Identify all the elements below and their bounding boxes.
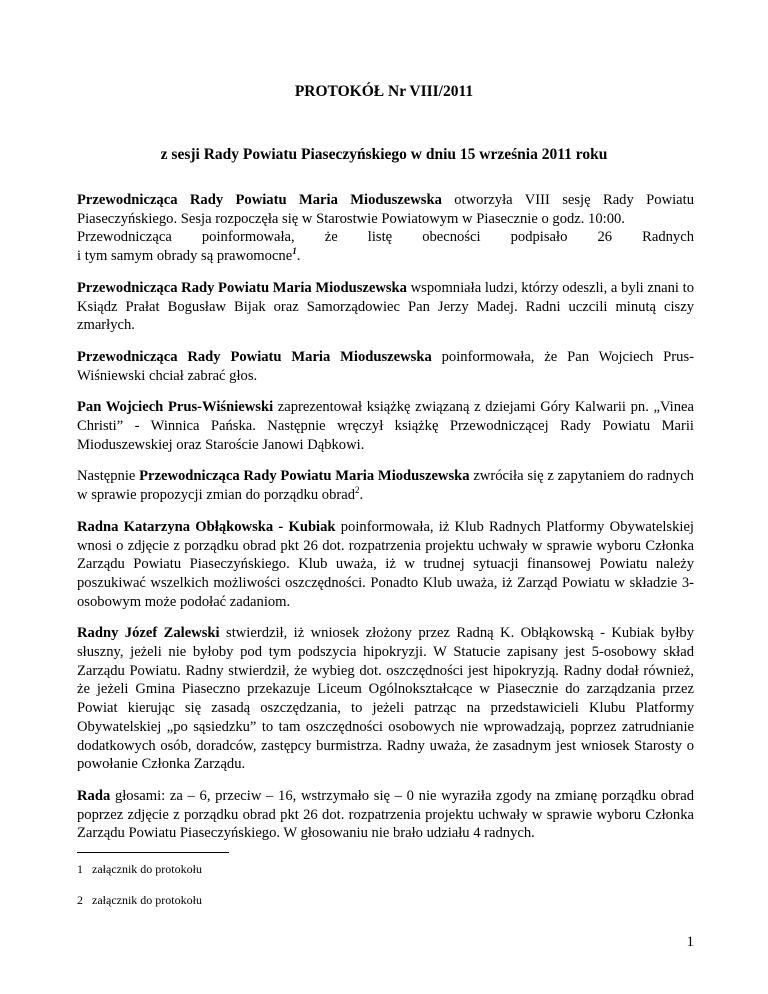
paragraph-text: zwróciła się z zapytaniem do radnych w sprawie propozycji zmian do porządku obrad [77, 468, 694, 504]
footnote-divider [77, 852, 229, 853]
paragraph-4 [77, 398, 694, 454]
paragraph-text: . [296, 248, 301, 265]
paragraph-text: Przewodnicząca poinformowała, że listę obecności podpisało 26 Radnych [77, 229, 694, 246]
speaker-name: Przewodnicząca Rady Powiatu Maria Mioduszewska [139, 468, 470, 485]
paragraph-2 [77, 279, 694, 335]
paragraph-3 [77, 348, 694, 385]
paragraph-text: wspomniała ludzi, którzy odeszli, a byli znani to Ksiądz Prałat Bogusław Bijak oraz Samorządowiec Pan Jerzy Madej. Radni uczcili minutą ciszy zmarłych. [77, 279, 694, 334]
paragraph-text: i tym samym obrady są prawomocne [77, 248, 293, 265]
paragraph-text: otworzyła VIII sesję Rady Powiatu Piaseczyńskiego. Sesja rozpoczęła się w Starostwie Powiatowym w Piasecznie o godz. 10:00. [77, 192, 694, 227]
paragraph-text: stwierdził, iż wniosek złożony przez Radną K. Obłąkowską - Kubiak byłby słuszny, jeżeli nie byłoby pod tym podszycia hipokryzji. W Statucie zapisany jest 5-osobowy skład Zarządu Powiatu. Radny stwierdził, że wybieg dot. oszczędności jest hipokryzją. Radny dodał również, że jeżeli Gmina Piaseczno przekazuje Liceum Ogólnokształcące w Piasecznie do zarządzania przez Powiat kierując się zasadą oszczędzania, to jeżeli patrząc na przedstawicieli Klubu Platformy Obywatelskiej „po sąsiedzku” to tam oszczędności osobowych nie wprowadzają, poprzez zatrudnianie dodatkowych osób, doradców, zastępcy burmistrza. Radny uważa, że zasadnym jest wniosek Starosty o powołanie Członka Zarządu. [77, 625, 694, 773]
speaker-name: Przewodnicząca Rady Powiatu Maria Mioduszewska [77, 348, 432, 365]
speaker-name: Przewodnicząca Rady Powiatu Maria Mioduszewska [77, 279, 407, 296]
speaker-name: Przewodnicząca Rady Powiatu Maria Mioduszewska [77, 192, 442, 208]
speaker-name: Radny Józef Zalewski [77, 625, 220, 642]
speaker-name: Rada [77, 787, 111, 804]
footnote-ref[interactable]: 1 [292, 246, 297, 257]
document-body [77, 191, 694, 856]
speaker-name: Radna Katarzyna Obłąkowska - Kubiak [77, 518, 336, 535]
paragraph-5 [77, 467, 694, 504]
paragraph-text: . [359, 487, 364, 504]
document-subtitle: z sesji Rady Powiatu Piaseczyńskiego w dniu 15 września 2011 roku [160, 146, 608, 163]
paragraph-text: zaprezentował książkę związaną z dziejami Góry Kalwarii pn. „Vinea Christi” - Winnica Pańska. Następnie wręczył książkę Przewodniczącej Rady Powiatu Marii Mioduszewskiej oraz Staroście Janowi Dąbkowi. [77, 399, 694, 453]
speaker-name: Pan Wojciech Prus-Wiśniewski [77, 399, 274, 416]
paragraph-text: poinformowała, iż Klub Radnych Platformy Obywatelskiej wnosi o zdjęcie z porządku obrad pkt 26 dot. rozpatrzenia projektu uchwały w sprawie wyboru Członka Zarządu Powiatu Piaseczyńskiego. Klub uważa, iż w trudnej sytuacji finansowej Powiatu należy poszukiwać wszelkich możliwości oszczędności. Ponadto Klub uważa, iż Zarząd Powiatu w składzie 3-osobowym może podołać zadaniom. [77, 518, 694, 610]
paragraph-7 [77, 624, 694, 774]
paragraph-text: głosami: za – 6, przeciw – 16, wstrzymało się – 0 nie wyraziła zgody na zmianę porządku obrad poprzez zdjęcie z porządku obrad pkt 26 dot. rozpatrzenia projektu uchwały w sprawie wyboru Członka Zarządu Powiatu Piaseczyńskiego. W głosowaniu nie brało udziału 4 radnych. [77, 787, 694, 842]
footnote-number: 1 [77, 862, 83, 876]
paragraph-text: poinformowała, że Pan Wojciech Prus-Wiśniewski chciał zabrać głos. [77, 348, 694, 384]
footnote-2 [77, 893, 202, 908]
paragraph-1 [77, 191, 694, 266]
footnote-1 [77, 862, 202, 877]
footnote-ref[interactable]: 2 [355, 485, 360, 496]
footnote-text: załącznik do protokołu [92, 893, 202, 907]
page-number: 1 [686, 934, 694, 950]
paragraph-8 [77, 787, 694, 843]
footnote-text: załącznik do protokołu [92, 862, 202, 876]
footnote-number: 2 [77, 893, 83, 907]
paragraph-text: Następnie [77, 468, 140, 485]
paragraph-6 [77, 518, 694, 612]
document-title: PROTOKÓŁ Nr VIII/2011 [294, 83, 474, 100]
